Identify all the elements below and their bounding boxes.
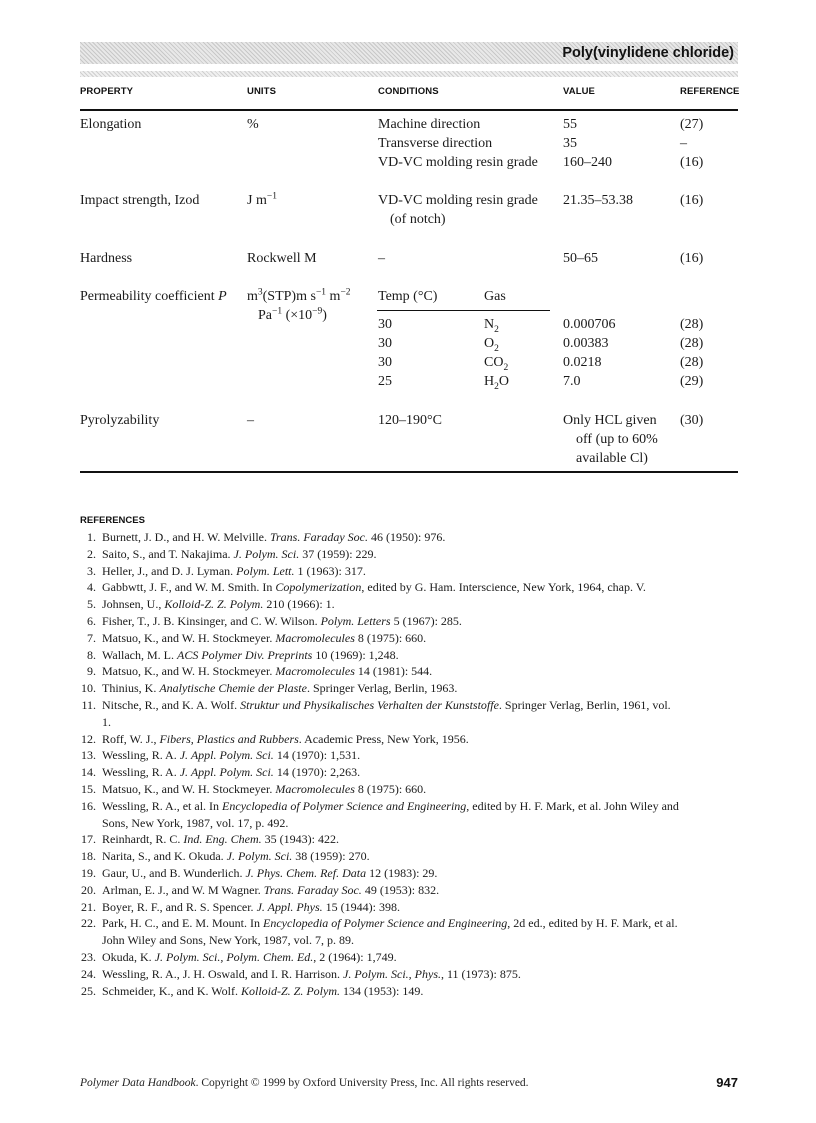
property-label: Permeability coefficient P bbox=[80, 289, 227, 304]
reference-item: 15. Matsuo, K., and W. H. Stockmeyer. Macromolecules 8 (1975): 660. bbox=[81, 781, 427, 796]
page-title: Poly(vinylidene chloride) bbox=[562, 45, 734, 61]
reference-item: 16. Wessling, R. A., et al. In Encyclopedia of Polymer Science and Engineering, edited by H. F. Mark, et al. John Wiley and Sons, New York, 1987, vol. 17, p. 492. bbox=[81, 798, 679, 830]
condition-cell: 120–190°C bbox=[378, 413, 442, 428]
reference-number: 15. bbox=[81, 781, 96, 796]
value-cell: 55 bbox=[563, 117, 577, 132]
value-cell: Only HCL given bbox=[563, 413, 657, 428]
reference-item: 11. Nitsche, R., and K. A. Wolf. Struktur und Physikalisches Verhalten der Kunststoffe. Springer Verlag, Berlin, 1961, vol. 1. bbox=[81, 697, 671, 729]
temp-cell: 30 bbox=[378, 355, 392, 370]
value-cell-continued: available Cl) bbox=[576, 451, 648, 466]
value-cell: 0.000706 bbox=[563, 317, 616, 332]
reference-cell: (16) bbox=[680, 193, 704, 208]
reference-number: 10. bbox=[81, 681, 96, 696]
reference-item: 22. Park, H. C., and E. M. Mount. In Encyclopedia of Polymer Science and Engineering, 2d ed., edited by H. F. Mark, et al. John Wiley and Sons, New York, 1987, vol. 7, p. 89. bbox=[81, 916, 678, 948]
reference-number: 24. bbox=[81, 966, 96, 981]
reference-number: 3. bbox=[87, 563, 96, 578]
reference-item: 7. Matsuo, K., and W. H. Stockmeyer. Macromolecules 8 (1975): 660. bbox=[80, 630, 680, 647]
property-label: Pyrolyzability bbox=[80, 413, 160, 428]
reference-number: 1. bbox=[87, 530, 96, 544]
reference-cell: (28) bbox=[680, 317, 704, 332]
reference-number: 19. bbox=[81, 865, 96, 880]
reference-item: 2. Saito, S., and T. Nakajima. J. Polym. Sci. 37 (1959): 229. bbox=[80, 546, 680, 563]
reference-number: 20. bbox=[81, 882, 96, 897]
reference-number: 23. bbox=[81, 949, 96, 964]
units-cell: $m^3(STP)m$ $s^{-1}$ $m^{-2}$ bbox=[247, 287, 351, 304]
column-header-property: PROPERTY bbox=[80, 86, 134, 97]
reference-item: 21. Boyer, R. F., and R. S. Spencer. J. Appl. Phys. 15 (1944): 398. bbox=[81, 899, 400, 914]
column-header-reference: REFERENCE bbox=[680, 86, 740, 97]
reference-item: 18. Narita, S., and K. Okuda. J. Polym. Sci. 38 (1959): 270. bbox=[81, 849, 370, 864]
reference-number: 11. bbox=[81, 697, 96, 712]
reference-item: 6. Fisher, T., J. B. Kinsinger, and C. W. Wilson. Polym. Letters 5 (1967): 285. bbox=[80, 613, 680, 630]
reference-item: 5. Johnsen, U., Kolloid-Z. Z. Polym. 210 (1966): 1. bbox=[80, 596, 680, 613]
reference-number: 7. bbox=[87, 630, 96, 645]
reference-item: 19. Gaur, U., and B. Wunderlich. J. Phys. Chem. Ref. Data 12 (1983): 29. bbox=[81, 865, 438, 880]
copyright-footer: Polymer Data Handbook. Copyright © 1999 by Oxford University Press, Inc. All rights reserved. bbox=[80, 1077, 529, 1089]
gas-cell: $H_2O$ bbox=[484, 374, 509, 392]
reference-cell: (28) bbox=[680, 336, 704, 351]
value-cell: 35 bbox=[563, 136, 577, 151]
header-divider-strip bbox=[80, 71, 738, 77]
reference-number: 6. bbox=[87, 613, 96, 628]
reference-item: 1. Burnett, J. D., and H. W. Melville. Trans. Faraday Soc. 46 (1950): 976. bbox=[80, 529, 680, 546]
column-header-value: VALUE bbox=[563, 86, 595, 97]
reference-item: 8. Wallach, M. L. ACS Polymer Div. Preprints 10 (1969): 1,248. bbox=[80, 647, 680, 664]
reference-cell: (27) bbox=[680, 117, 704, 132]
units-cell: % bbox=[247, 117, 259, 132]
sub-header-gas: Gas bbox=[484, 289, 506, 304]
condition-cell: VD-VC molding resin grade bbox=[378, 193, 538, 208]
reference-number: 2. bbox=[87, 546, 96, 561]
value-cell: 7.0 bbox=[563, 374, 581, 389]
reference-cell: (29) bbox=[680, 374, 704, 389]
reference-number: 4. bbox=[87, 580, 96, 595]
reference-number: 5. bbox=[87, 597, 96, 612]
reference-number: 17. bbox=[81, 832, 96, 847]
page-number: 947 bbox=[716, 1075, 738, 1090]
reference-item: 17. Reinhardt, R. C. Ind. Eng. Chem. 35 (1943): 422. bbox=[81, 832, 339, 847]
reference-number: 12. bbox=[81, 731, 96, 746]
reference-item: 4. Gabbwtt, J. F., and W. M. Smith. In Copolymerization, edited by G. Ham. Interscience, New York, 1964, chap. V. bbox=[80, 579, 680, 596]
reference-cell: (28) bbox=[680, 355, 704, 370]
reference-number: 9. bbox=[87, 664, 96, 679]
reference-cell: – bbox=[680, 136, 687, 151]
temp-cell: 30 bbox=[378, 317, 392, 332]
reference-number: 13. bbox=[81, 748, 96, 763]
property-label: Impact strength, Izod bbox=[80, 193, 200, 208]
column-header-conditions: CONDITIONS bbox=[378, 86, 439, 97]
reference-cell: (16) bbox=[680, 251, 704, 266]
value-cell: 160–240 bbox=[563, 155, 612, 170]
condition-cell: VD-VC molding resin grade bbox=[378, 155, 538, 170]
reference-item: 12. Roff, W. J., Fibers, Plastics and Rubbers. Academic Press, New York, 1956. bbox=[81, 731, 469, 746]
gas-cell: $CO_2$ bbox=[484, 355, 509, 373]
reference-item: 20. Arlman, E. J., and W. M Wagner. Trans. Faraday Soc. 49 (1953): 832. bbox=[81, 882, 440, 897]
reference-item: 3. Heller, J., and D. J. Lyman. Polym. Lett. 1 (1963): 317. bbox=[80, 563, 680, 580]
table-bottom-rule bbox=[80, 471, 738, 473]
reference-item: 9. Matsuo, K., and W. H. Stockmeyer. Macromolecules 14 (1981): 544. bbox=[80, 663, 680, 680]
value-cell-continued: off (up to 60% bbox=[576, 432, 658, 447]
value-cell: 50–65 bbox=[563, 251, 598, 266]
reference-number: 16. bbox=[81, 798, 96, 813]
reference-item: 25. Schmeider, K., and K. Wolf. Kolloid-Z. Z. Polym. 134 (1953): 149. bbox=[81, 983, 424, 998]
table-top-rule bbox=[80, 109, 738, 111]
references-list bbox=[80, 529, 680, 999]
property-label: Elongation bbox=[80, 117, 142, 132]
units-cell: Rockwell M bbox=[247, 251, 317, 266]
temp-cell: 25 bbox=[378, 374, 392, 389]
reference-item: 14. Wessling, R. A. J. Appl. Polym. Sci. 14 (1970): 2,263. bbox=[81, 765, 361, 780]
reference-item: 24. Wessling, R. A., J. H. Oswald, and I. R. Harrison. J. Polym. Sci., Phys., 11 (1973): 875. bbox=[81, 966, 521, 981]
reference-number: 18. bbox=[81, 849, 96, 864]
references-heading: REFERENCES bbox=[80, 515, 145, 526]
page-header-band bbox=[80, 42, 738, 64]
gas-cell: $O_2$ bbox=[484, 336, 499, 354]
gas-cell: $N_2$ bbox=[484, 317, 499, 335]
reference-number: 21. bbox=[81, 899, 96, 914]
reference-item: 23. Okuda, K. J. Polym. Sci., Polym. Chem. Ed., 2 (1964): 1,749. bbox=[81, 949, 397, 964]
property-label: Hardness bbox=[80, 251, 133, 266]
value-cell: 21.35–53.38 bbox=[563, 193, 633, 208]
condition-cell-continued: (of notch) bbox=[390, 212, 446, 227]
units-cell: J $m^{-1}$ bbox=[247, 191, 277, 208]
column-header-units: UNITS bbox=[247, 86, 276, 97]
value-cell: 0.00383 bbox=[563, 336, 609, 351]
reference-cell: (30) bbox=[680, 413, 704, 428]
reference-cell: (16) bbox=[680, 155, 704, 170]
reference-number: 8. bbox=[87, 647, 96, 662]
temp-cell: 30 bbox=[378, 336, 392, 351]
condition-cell: Transverse direction bbox=[378, 136, 493, 151]
reference-number: 22. bbox=[81, 916, 96, 931]
value-cell: 0.0218 bbox=[563, 355, 602, 370]
condition-cell: Machine direction bbox=[378, 117, 481, 132]
condition-cell: – bbox=[378, 251, 385, 266]
reference-number: 25. bbox=[81, 983, 96, 998]
sub-header-rule bbox=[377, 310, 550, 311]
reference-item: 10. Thinius, K. Analytische Chemie der Plaste. Springer Verlag, Berlin, 1963. bbox=[81, 681, 458, 696]
sub-header-temp: Temp (°C) bbox=[378, 289, 438, 304]
reference-item: 13. Wessling, R. A. J. Appl. Polym. Sci. 14 (1970): 1,531. bbox=[81, 748, 361, 763]
units-cell: – bbox=[247, 413, 254, 428]
units-cell-continued: $Pa^{-1}$ $(\times 10^{-9})$ bbox=[258, 306, 327, 323]
reference-number: 14. bbox=[81, 765, 96, 780]
